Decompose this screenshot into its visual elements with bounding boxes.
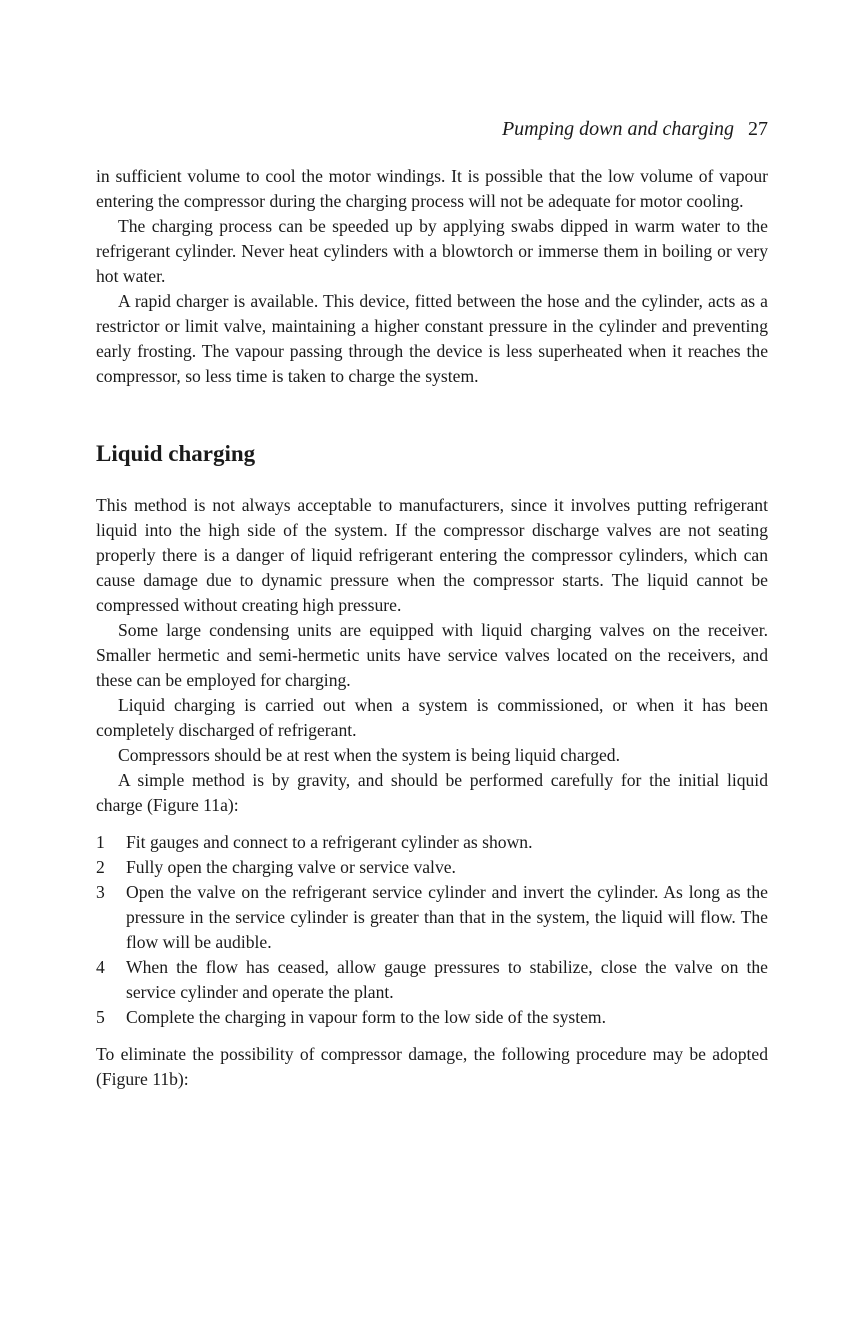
step-number: 2 xyxy=(96,857,105,877)
paragraph: Compressors should be at rest when the system is being liquid charged. xyxy=(118,745,620,765)
list-item xyxy=(96,955,768,1005)
page-number: 27 xyxy=(748,118,768,140)
step-number: 4 xyxy=(96,957,105,977)
running-title: Pumping down and charging xyxy=(501,118,734,140)
paragraph: This method is not always acceptable to manufacturers, since it involves putting refrigerant liquid into the high side of the system. If the compressor discharge valves are not seating properly there is a danger of liquid refrigerant entering the compressor cylinders, which can cause damage due to dynamic pressure when the compressor starts. The liquid cannot be compressed without creating high pressure. xyxy=(96,495,768,615)
step-number: 1 xyxy=(96,832,105,852)
list-item xyxy=(96,880,768,955)
list-item xyxy=(96,830,768,855)
list-item xyxy=(96,1005,768,1030)
paragraph: The charging process can be speeded up by applying swabs dipped in warm water to the refrigerant cylinder. Never heat cylinders with a blowtorch or immerse them in boiling or very hot water. xyxy=(96,216,768,286)
step-number: 3 xyxy=(96,882,105,902)
step-text: Fit gauges and connect to a refrigerant cylinder as shown. xyxy=(126,832,533,852)
paragraph: A rapid charger is available. This device, fitted between the hose and the cylinder, acts as a restrictor or limit valve, maintaining a higher constant pressure in the cylinder and preventing early frosting. The vapour passing through the device is less superheated when it reaches the compressor, so less time is taken to charge the system. xyxy=(96,291,768,386)
step-text: Fully open the charging valve or service valve. xyxy=(126,857,456,877)
running-head xyxy=(96,112,768,146)
step-text: Open the valve on the refrigerant service cylinder and invert the cylinder. As long as the pressure in the service cylinder is greater than that in the system, the liquid will flow. The flow will be audible. xyxy=(126,882,768,952)
paragraph: A simple method is by gravity, and should be performed carefully for the initial liquid charge (Figure 11a): xyxy=(96,770,768,815)
paragraph: in sufficient volume to cool the motor windings. It is possible that the low volume of vapour entering the compressor during the charging process will not be adequate for motor cooling. xyxy=(96,166,768,211)
book-page xyxy=(96,112,768,1092)
step-text: When the flow has ceased, allow gauge pressures to stabilize, close the valve on the service cylinder and operate the plant. xyxy=(126,957,768,1002)
paragraph: Liquid charging is carried out when a system is commissioned, or when it has been completely discharged of refrigerant. xyxy=(96,695,768,740)
numbered-steps xyxy=(96,830,768,1030)
step-text: Complete the charging in vapour form to the low side of the system. xyxy=(126,1007,606,1027)
section-heading: Liquid charging xyxy=(96,441,256,466)
paragraph: To eliminate the possibility of compressor damage, the following procedure may be adopted (Figure 11b): xyxy=(96,1044,768,1089)
step-number: 5 xyxy=(96,1007,105,1027)
list-item xyxy=(96,855,768,880)
intro-text xyxy=(96,164,768,389)
section-body xyxy=(96,493,768,1092)
paragraph: Some large condensing units are equipped with liquid charging valves on the receiver. Smaller hermetic and semi-hermetic units have service valves located on the receivers, and these can be employed for charging. xyxy=(96,620,768,690)
